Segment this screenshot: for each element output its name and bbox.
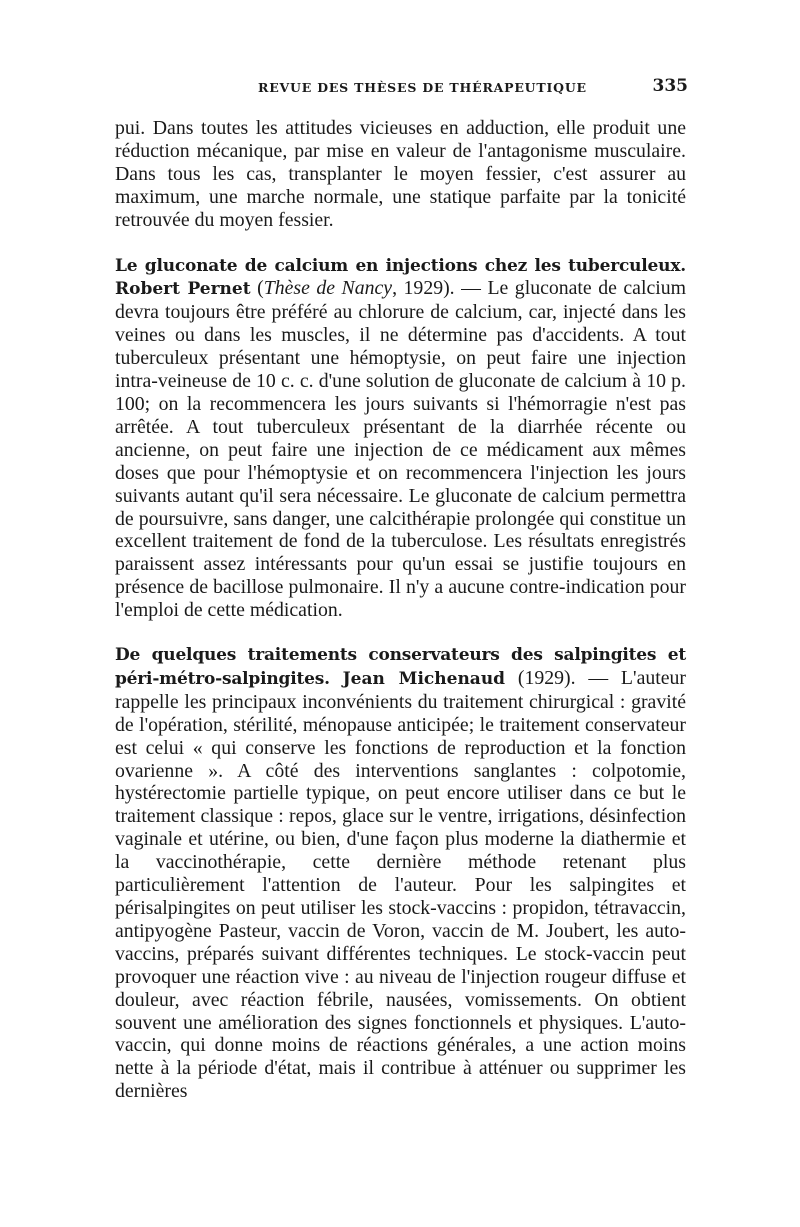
document-page [115, 72, 686, 1103]
article-author: Jean Michenaud [342, 668, 506, 689]
article-year: (1929). [517, 666, 576, 689]
page-number: 335 [652, 76, 688, 96]
article-text: — Le gluconate de calcium devra toujours être préféré au chlorure de calcium, car, injecté dans les veines ou dans les muscles, il ne détermine pas d'accidents. A tout tuberculeux présentant une hémoptysie, on peut faire une injection intra-veineuse de 10 c. c. d'une solution de gluconate de calcium à 10 p. 100; on la recommencera les jours suivants si l'hémorragie n'est pas arrêtée. A tout tuberculeux présentant de la diarrhée récente ou ancienne, on peut faire une injection de ce médicament aux mêmes doses que pour l'hémoptysie et on recommencera l'injection les jours suivants autant qu'il sera nécessaire. Le gluconate de calcium permettra de poursuivre, sans danger, une calcithérapie prolongée qui constitue un excellent traitement de fond de la tuberculose. Les résultats enregistrés paraissent assez intéressants pour qu'un essai se justifie toujours en présence de bacillose pulmonaire. Il n'y a aucune contre-indication pour l'emploi de cette médication. [115, 277, 686, 622]
article-title: Le gluconate de calcium en injections chez les tuberculeux. [115, 255, 686, 276]
article-gluconate: Le gluconate de calcium en injections chez les tuberculeux. Robert Pernet (Thèse de Nancy, 1929). — Le gluconate de calcium devra toujours être préféré au chlorure de calcium, car, injecté dans les veines ou dans les muscles, il ne détermine pas d'accidents. A tout tuberculeux présentant une hémoptysie, on peut faire une injection intra-veineuse de 10 c. c. d'une solution de gluconate de calcium à 10 p. 100; on la recommencera les jours suivants si l'hémorragie n'est pas arrêtée. A tout tuberculeux présentant de la diarrhée récente ou ancienne, on peut faire une injection de ce médicament aux mêmes doses que pour l'hémoptysie et on recommencera l'injection les jours suivants autant qu'il sera nécessaire. Le gluconate de calcium permettra de poursuivre, sans danger, une calcithérapie prolongée qui constitue un excellent traitement de fond de la tuberculose. Les résultats enregistrés paraissent assez intéressants pour qu'un essai se justifie toujours en présence de bacillose pulmonaire. Il n'y a aucune contre-indication pour l'emploi de cette médication. [115, 255, 686, 622]
journal-title: REVUE DES THÈSES DE THÉRAPEUTIQUE [258, 80, 587, 95]
article-source: Thèse de Nancy [263, 277, 393, 300]
intro-paragraph: pui. Dans toutes les attitudes vicieuses en adduction, elle produit une réduction mécanique, par mise en valeur de l'antagonisme musculaire. Dans tous les cas, transplanter le moyen fessier, c'est assurer au maximum, une marche normale, une statique parfaite par la tonicité retrouvée du moyen fessier. [115, 117, 686, 231]
article-text: — L'auteur rappelle les principaux inconvénients du traitement chirurgical : gravité de l'opération, stérilité, ménopause anticipée; le traitement conservateur est celui « qui conserve les fonctions de reproduction et la fonction ovarienne ». A côté des interventions sanglantes : colpotomie, hystérectomie partielle typique, on peut encore utiliser dans ce but le traitement classique : repos, glace sur le ventre, irrigations, désinfection vaginale et utérine, ou bien, d'une façon plus moderne la diathermie et la vaccinothérapie, cette dernière méthode retenant plus particulièrement l'attention de l'auteur. Pour les salpingites et périsalpingites on peut utiliser les stock-vaccins : propidon, tétravaccin, antipyogène Pasteur, vaccin de Voron, vaccin de M. Joubert, les auto-vaccins, préparés suivant différentes techniques. Le stock-vaccin peut provoquer une réaction vive : au niveau de l'injection rougeur diffuse et douleur, avec réaction fébrile, nausées, vomissements. On obtient souvent une amélioration des signes fonctionnels et physiques. L'auto-vaccin, qui donne moins de réactions générales, a une action moins nette à la période d'état, mais il contribue à atténuer ou supprimer les dernières [115, 666, 686, 1103]
article-salpingites [115, 643, 686, 1103]
article-author: Robert Pernet [115, 279, 251, 300]
article-title: De quelques traitements conservateurs des salpingites et péri-métro-salpingites. [115, 645, 686, 689]
running-header [115, 72, 686, 102]
article-year: , 1929). [392, 277, 455, 300]
